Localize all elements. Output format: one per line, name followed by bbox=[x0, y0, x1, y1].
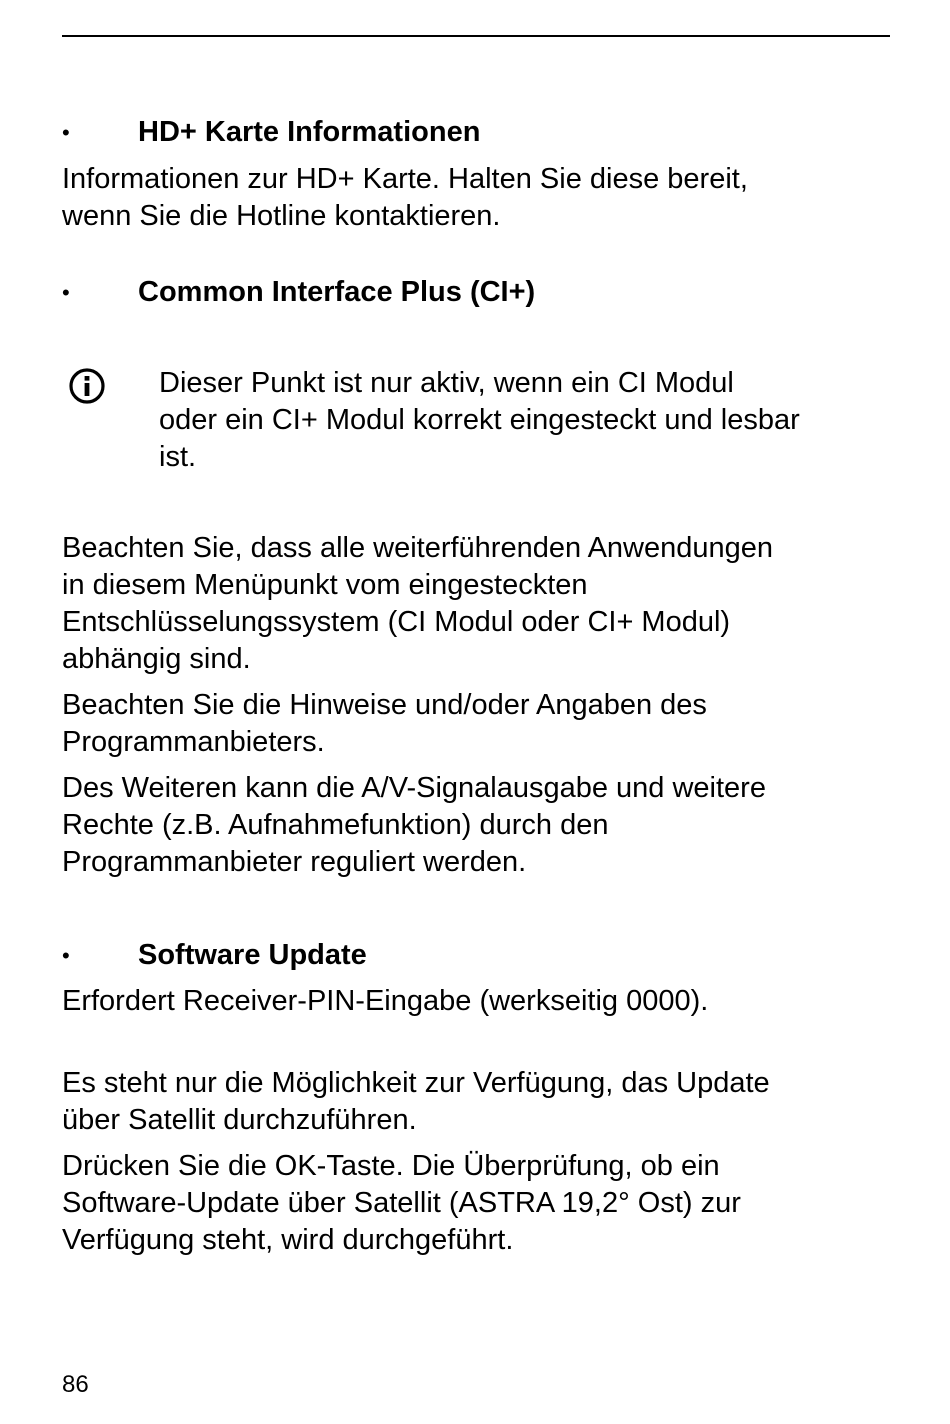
body-line: Beachten Sie, dass alle weiterführenden Anwendungen bbox=[62, 532, 774, 564]
heading-text: Software Update bbox=[138, 939, 367, 971]
body-line: Beachten Sie die Hinweise und/oder Angaben des bbox=[62, 689, 707, 721]
body-line: Programmanbieters. bbox=[62, 726, 325, 758]
note-line: oder ein CI+ Modul korrekt eingesteckt und lesbar bbox=[159, 404, 800, 436]
body-line: Drücken Sie die OK-Taste. Die Überprüfung, ob ein bbox=[62, 1150, 720, 1182]
body-line: Es steht nur die Möglichkeit zur Verfügung, das Update bbox=[62, 1067, 770, 1099]
page-number: 86 bbox=[62, 1371, 89, 1398]
body-line: wenn Sie die Hotline kontaktieren. bbox=[62, 200, 501, 232]
body-line: Verfügung steht, wird durchgeführt. bbox=[62, 1224, 514, 1256]
body-line: Programmanbieter reguliert werden. bbox=[62, 846, 527, 878]
bullet-icon: • bbox=[62, 943, 70, 968]
heading-text: Common Interface Plus (CI+) bbox=[138, 276, 536, 308]
body-line: Entschlüsselungssystem (CI Modul oder CI+ Modul) bbox=[62, 606, 731, 638]
body-line: abhängig sind. bbox=[62, 643, 251, 675]
note-line: ist. bbox=[159, 441, 197, 473]
bullet-icon: • bbox=[62, 120, 70, 145]
header-rule bbox=[62, 35, 890, 37]
body-line: Software-Update über Satellit (ASTRA 19,2° Ost) zur bbox=[62, 1187, 741, 1219]
heading-text: HD+ Karte Informationen bbox=[138, 116, 481, 148]
bullet-icon: • bbox=[62, 280, 70, 305]
body-line: Informationen zur HD+ Karte. Halten Sie diese bereit, bbox=[62, 163, 748, 195]
body-line: in diesem Menüpunkt vom eingesteckten bbox=[62, 569, 588, 601]
info-icon bbox=[68, 367, 106, 405]
body-line: über Satellit durchzuführen. bbox=[62, 1104, 417, 1136]
body-line: Des Weiteren kann die A/V-Signalausgabe und weitere bbox=[62, 772, 766, 804]
note-line: Dieser Punkt ist nur aktiv, wenn ein CI Modul bbox=[159, 367, 734, 399]
body-line: Rechte (z.B. Aufnahmefunktion) durch den bbox=[62, 809, 609, 841]
body-line: Erfordert Receiver-PIN-Eingabe (werkseitig 0000). bbox=[62, 985, 709, 1017]
